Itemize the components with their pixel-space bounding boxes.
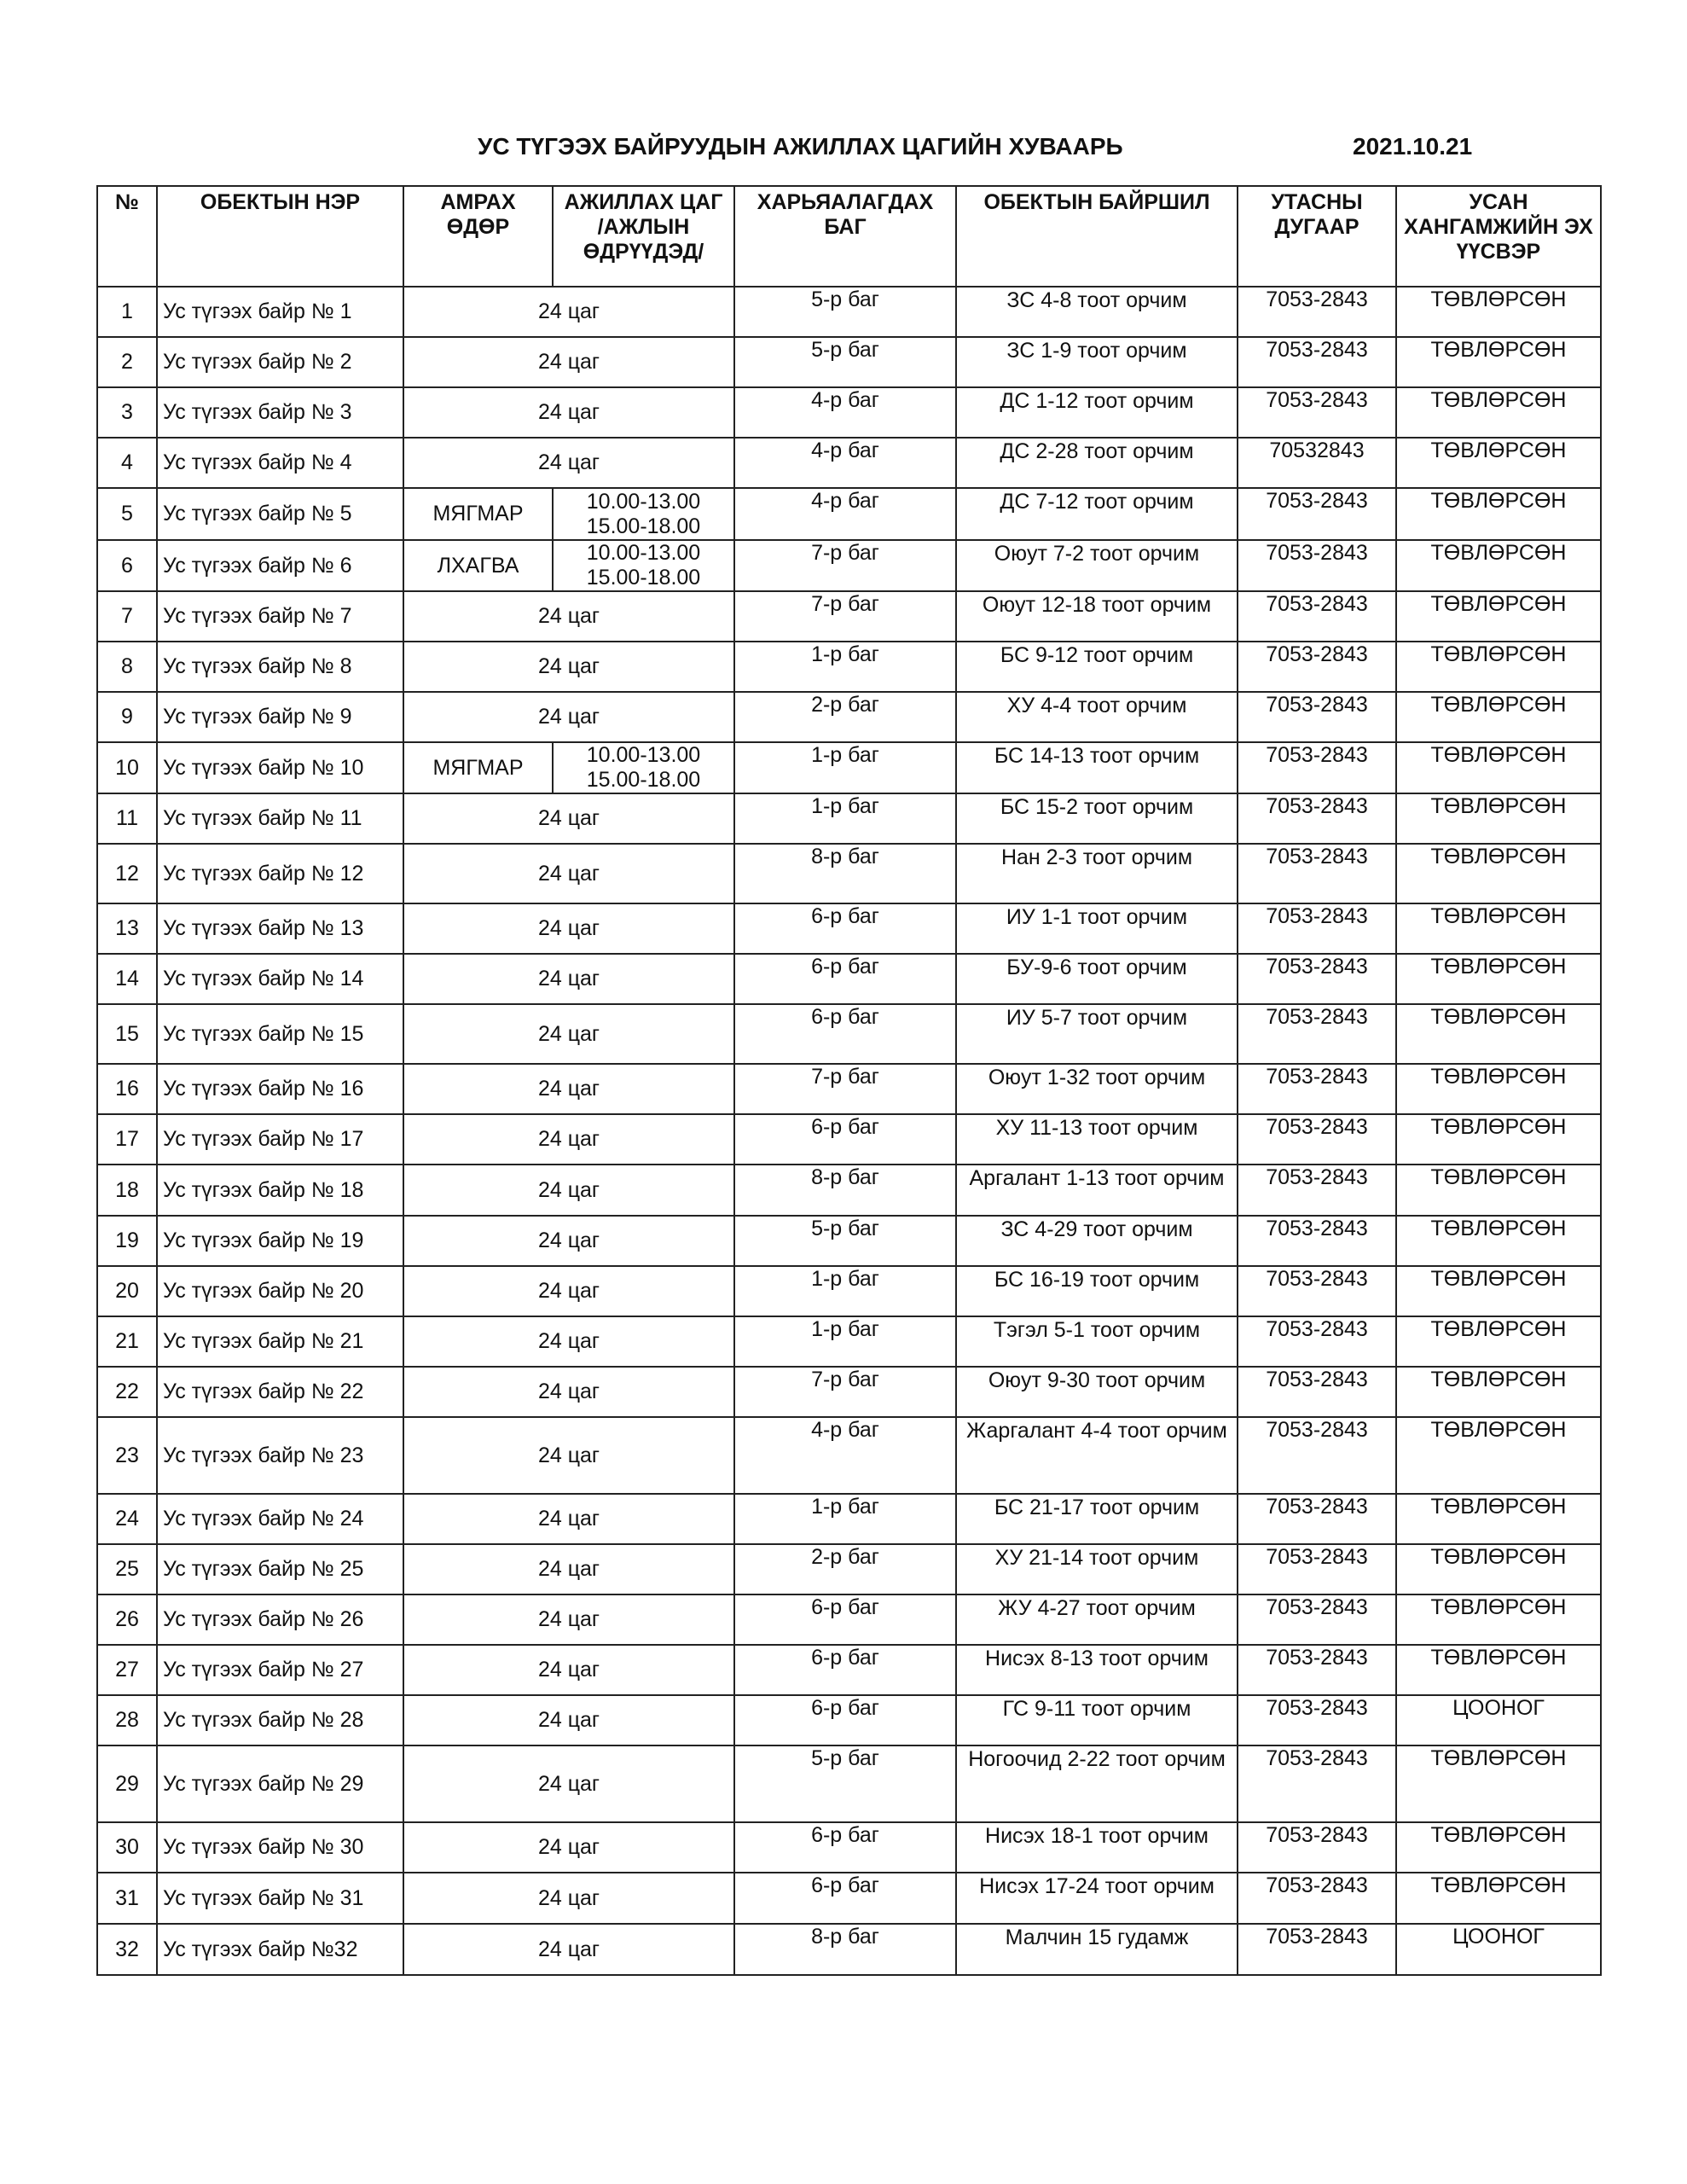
object-name: Ус түгээх байр № 21: [157, 1316, 403, 1367]
water-source: ЦООНОГ: [1396, 1924, 1601, 1975]
phone-number: 7053-2843: [1238, 1064, 1396, 1114]
bag: 4-р баг: [734, 488, 956, 540]
table-row: [97, 1594, 1601, 1645]
row-number: 20: [97, 1266, 157, 1316]
object-name: Ус түгээх байр № 2: [157, 337, 403, 387]
location: Оюут 12-18 тоот орчим: [956, 591, 1238, 642]
object-name: Ус түгээх байр № 14: [157, 954, 403, 1004]
bag: 1-р баг: [734, 742, 956, 793]
bag: 7-р баг: [734, 540, 956, 591]
location: БС 14-13 тоот орчим: [956, 742, 1238, 793]
work-hours: 24 цаг: [403, 692, 734, 742]
phone-number: 7053-2843: [1238, 692, 1396, 742]
header-source: УСАН ХАНГАМЖИЙН ЭХ ҮҮСВЭР: [1396, 186, 1601, 287]
location: Оюут 9-30 тоот орчим: [956, 1367, 1238, 1417]
phone-number: 7053-2843: [1238, 742, 1396, 793]
table-row: [97, 387, 1601, 438]
water-source: ТӨВЛӨРСӨН: [1396, 903, 1601, 954]
table-row: [97, 1924, 1601, 1975]
phone-number: 7053-2843: [1238, 1004, 1396, 1064]
row-number: 15: [97, 1004, 157, 1064]
work-hours: 24 цаг: [403, 1873, 734, 1924]
water-source: ТӨВЛӨРСӨН: [1396, 1064, 1601, 1114]
phone-number: 7053-2843: [1238, 1594, 1396, 1645]
location: Нисэх 18-1 тоот орчим: [956, 1822, 1238, 1873]
row-number: 9: [97, 692, 157, 742]
bag: 5-р баг: [734, 287, 956, 337]
row-number: 19: [97, 1216, 157, 1266]
water-source: ТӨВЛӨРСӨН: [1396, 1114, 1601, 1165]
row-number: 5: [97, 488, 157, 540]
bag: 4-р баг: [734, 1417, 956, 1494]
table-row: [97, 692, 1601, 742]
phone-number: 7053-2843: [1238, 1216, 1396, 1266]
phone-number: 7053-2843: [1238, 844, 1396, 903]
location: ХУ 11-13 тоот орчим: [956, 1114, 1238, 1165]
work-hours: 24 цаг: [403, 1594, 734, 1645]
row-number: 31: [97, 1873, 157, 1924]
object-name: Ус түгээх байр № 30: [157, 1822, 403, 1873]
object-name: Ус түгээх байр № 9: [157, 692, 403, 742]
water-source: ТӨВЛӨРСӨН: [1396, 591, 1601, 642]
bag: 5-р баг: [734, 337, 956, 387]
water-source: ТӨВЛӨРСӨН: [1396, 1165, 1601, 1216]
object-name: Ус түгээх байр № 15: [157, 1004, 403, 1064]
bag: 6-р баг: [734, 954, 956, 1004]
location: ЗС 1-9 тоот орчим: [956, 337, 1238, 387]
table-row: [97, 488, 1601, 540]
location: Нисэх 17-24 тоот орчим: [956, 1873, 1238, 1924]
object-name: Ус түгээх байр № 24: [157, 1494, 403, 1544]
object-name: Ус түгээх байр №32: [157, 1924, 403, 1975]
location: Нисэх 8-13 тоот орчим: [956, 1645, 1238, 1695]
water-source: ТӨВЛӨРСӨН: [1396, 844, 1601, 903]
phone-number: 7053-2843: [1238, 954, 1396, 1004]
table-row: [97, 1695, 1601, 1745]
location: ГС 9-11 тоот орчим: [956, 1695, 1238, 1745]
table-row: [97, 742, 1601, 793]
row-number: 2: [97, 337, 157, 387]
object-name: Ус түгээх байр № 4: [157, 438, 403, 488]
work-hours: 24 цаг: [403, 1266, 734, 1316]
water-source: ТӨВЛӨРСӨН: [1396, 488, 1601, 540]
location: Аргалант 1-13 тоот орчим: [956, 1165, 1238, 1216]
bag: 1-р баг: [734, 642, 956, 692]
row-number: 14: [97, 954, 157, 1004]
water-source: ТӨВЛӨРСӨН: [1396, 1367, 1601, 1417]
object-name: Ус түгээх байр № 17: [157, 1114, 403, 1165]
table-header-row: [97, 186, 1601, 287]
work-hours: 24 цаг: [403, 1417, 734, 1494]
table-row: [97, 1645, 1601, 1695]
row-number: 22: [97, 1367, 157, 1417]
table-row: [97, 954, 1601, 1004]
phone-number: 7053-2843: [1238, 387, 1396, 438]
table-row: [97, 591, 1601, 642]
row-number: 17: [97, 1114, 157, 1165]
table-row: [97, 1544, 1601, 1594]
bag: 1-р баг: [734, 793, 956, 844]
table-row: [97, 1417, 1601, 1494]
water-source: ТӨВЛӨРСӨН: [1396, 337, 1601, 387]
row-number: 13: [97, 903, 157, 954]
work-hours: 24 цаг: [403, 1822, 734, 1873]
bag: 1-р баг: [734, 1266, 956, 1316]
table-row: [97, 1494, 1601, 1544]
object-name: Ус түгээх байр № 28: [157, 1695, 403, 1745]
work-hours: 24 цаг: [403, 1645, 734, 1695]
location: ДС 2-28 тоот орчим: [956, 438, 1238, 488]
water-source: ТӨВЛӨРСӨН: [1396, 1316, 1601, 1367]
row-number: 7: [97, 591, 157, 642]
schedule-table: [96, 185, 1602, 1976]
table-row: [97, 287, 1601, 337]
location: ХУ 4-4 тоот орчим: [956, 692, 1238, 742]
water-source: ТӨВЛӨРСӨН: [1396, 1745, 1601, 1822]
table-row: [97, 1004, 1601, 1064]
work-time: [553, 540, 734, 591]
table-row: [97, 1266, 1601, 1316]
work-hours: 24 цаг: [403, 1367, 734, 1417]
location: ДС 7-12 тоот орчим: [956, 488, 1238, 540]
location: БС 15-2 тоот орчим: [956, 793, 1238, 844]
location: Малчин 15 гудамж: [956, 1924, 1238, 1975]
work-hours: 24 цаг: [403, 844, 734, 903]
phone-number: 7053-2843: [1238, 1165, 1396, 1216]
bag: 6-р баг: [734, 1873, 956, 1924]
location: ХУ 21-14 тоот орчим: [956, 1544, 1238, 1594]
work-hours: 24 цаг: [403, 1114, 734, 1165]
work-time-afternoon: 15.00-18.00: [586, 566, 701, 590]
bag: 6-р баг: [734, 1004, 956, 1064]
table-row: [97, 793, 1601, 844]
work-time-morning: 10.00-13.00: [586, 489, 701, 514]
table-row: [97, 642, 1601, 692]
table-row: [97, 1873, 1601, 1924]
water-source: ТӨВЛӨРСӨН: [1396, 1216, 1601, 1266]
water-source: ТӨВЛӨРСӨН: [1396, 1594, 1601, 1645]
work-hours: 24 цаг: [403, 1316, 734, 1367]
work-hours: 24 цаг: [403, 793, 734, 844]
object-name: Ус түгээх байр № 26: [157, 1594, 403, 1645]
bag: 6-р баг: [734, 1594, 956, 1645]
location: ЗС 4-29 тоот орчим: [956, 1216, 1238, 1266]
row-number: 8: [97, 642, 157, 692]
bag: 4-р баг: [734, 387, 956, 438]
object-name: Ус түгээх байр № 16: [157, 1064, 403, 1114]
location: ЗС 4-8 тоот орчим: [956, 287, 1238, 337]
work-hours: 24 цаг: [403, 337, 734, 387]
document-date: 2021.10.21: [1353, 133, 1473, 160]
bag: 6-р баг: [734, 1114, 956, 1165]
row-number: 23: [97, 1417, 157, 1494]
table-row: [97, 540, 1601, 591]
bag: 7-р баг: [734, 1367, 956, 1417]
object-name: Ус түгээх байр № 19: [157, 1216, 403, 1266]
phone-number: 7053-2843: [1238, 1417, 1396, 1494]
table-row: [97, 1367, 1601, 1417]
water-source: ТӨВЛӨРСӨН: [1396, 287, 1601, 337]
water-source: ТӨВЛӨРСӨН: [1396, 438, 1601, 488]
work-hours: 24 цаг: [403, 1165, 734, 1216]
table-row: [97, 844, 1601, 903]
table-body: [97, 287, 1601, 1975]
object-name: Ус түгээх байр № 18: [157, 1165, 403, 1216]
location: Оюут 7-2 тоот орчим: [956, 540, 1238, 591]
row-number: 12: [97, 844, 157, 903]
phone-number: 7053-2843: [1238, 540, 1396, 591]
work-hours: 24 цаг: [403, 1924, 734, 1975]
row-number: 26: [97, 1594, 157, 1645]
location: БУ-9-6 тоот орчим: [956, 954, 1238, 1004]
work-time-morning: 10.00-13.00: [586, 743, 701, 767]
table-row: [97, 1316, 1601, 1367]
water-source: ТӨВЛӨРСӨН: [1396, 387, 1601, 438]
work-time-morning: 10.00-13.00: [586, 541, 701, 565]
work-time: [553, 742, 734, 793]
rest-day: МЯГМАР: [403, 742, 553, 793]
phone-number: 7053-2843: [1238, 1645, 1396, 1695]
work-time-afternoon: 15.00-18.00: [586, 514, 701, 538]
bag: 6-р баг: [734, 903, 956, 954]
row-number: 3: [97, 387, 157, 438]
object-name: Ус түгээх байр № 7: [157, 591, 403, 642]
work-hours: 24 цаг: [403, 1064, 734, 1114]
location: Нан 2-3 тоот орчим: [956, 844, 1238, 903]
phone-number: 7053-2843: [1238, 1494, 1396, 1544]
location: БС 16-19 тоот орчим: [956, 1266, 1238, 1316]
table-row: [97, 1822, 1601, 1873]
row-number: 6: [97, 540, 157, 591]
work-hours: 24 цаг: [403, 954, 734, 1004]
phone-number: 7053-2843: [1238, 1695, 1396, 1745]
phone-number: 7053-2843: [1238, 1822, 1396, 1873]
water-source: ТӨВЛӨРСӨН: [1396, 1645, 1601, 1695]
water-source: ТӨВЛӨРСӨН: [1396, 954, 1601, 1004]
phone-number: 7053-2843: [1238, 287, 1396, 337]
header-name: ОБЕКТЫН НЭР: [157, 186, 403, 287]
phone-number: 7053-2843: [1238, 591, 1396, 642]
bag: 6-р баг: [734, 1645, 956, 1695]
bag: 7-р баг: [734, 1064, 956, 1114]
phone-number: 7053-2843: [1238, 337, 1396, 387]
bag: 2-р баг: [734, 692, 956, 742]
table-row: [97, 1216, 1601, 1266]
row-number: 1: [97, 287, 157, 337]
table-row: [97, 1114, 1601, 1165]
table-row: [97, 1064, 1601, 1114]
object-name: Ус түгээх байр № 12: [157, 844, 403, 903]
location: БС 21-17 тоот орчим: [956, 1494, 1238, 1544]
bag: 8-р баг: [734, 844, 956, 903]
location: ИУ 5-7 тоот орчим: [956, 1004, 1238, 1064]
water-source: ТӨВЛӨРСӨН: [1396, 793, 1601, 844]
water-source: ТӨВЛӨРСӨН: [1396, 540, 1601, 591]
bag: 8-р баг: [734, 1165, 956, 1216]
header-location: ОБЕКТЫН БАЙРШИЛ: [956, 186, 1238, 287]
row-number: 28: [97, 1695, 157, 1745]
object-name: Ус түгээх байр № 27: [157, 1645, 403, 1695]
header-phone: УТАСНЫ ДУГААР: [1238, 186, 1396, 287]
bag: 5-р баг: [734, 1216, 956, 1266]
work-hours: 24 цаг: [403, 438, 734, 488]
phone-number: 7053-2843: [1238, 1873, 1396, 1924]
water-source: ТӨВЛӨРСӨН: [1396, 1494, 1601, 1544]
work-hours: 24 цаг: [403, 903, 734, 954]
water-source: ТӨВЛӨРСӨН: [1396, 1873, 1601, 1924]
table-row: [97, 903, 1601, 954]
location: Ногоочид 2-22 тоот орчим: [956, 1745, 1238, 1822]
object-name: Ус түгээх байр № 22: [157, 1367, 403, 1417]
object-name: Ус түгээх байр № 3: [157, 387, 403, 438]
bag: 4-р баг: [734, 438, 956, 488]
object-name: Ус түгээх байр № 1: [157, 287, 403, 337]
water-source: ТӨВЛӨРСӨН: [1396, 692, 1601, 742]
row-number: 27: [97, 1645, 157, 1695]
row-number: 4: [97, 438, 157, 488]
work-hours: 24 цаг: [403, 1494, 734, 1544]
water-source: ТӨВЛӨРСӨН: [1396, 1544, 1601, 1594]
work-hours: 24 цаг: [403, 1745, 734, 1822]
work-hours: 24 цаг: [403, 1695, 734, 1745]
document-title: УС ТҮГЭЭХ БАЙРУУДЫН АЖИЛЛАХ ЦАГИЙН ХУВААРЬ: [478, 133, 1123, 160]
work-hours: 24 цаг: [403, 591, 734, 642]
location: ЖУ 4-27 тоот орчим: [956, 1594, 1238, 1645]
row-number: 25: [97, 1544, 157, 1594]
row-number: 16: [97, 1064, 157, 1114]
object-name: Ус түгээх байр № 5: [157, 488, 403, 540]
phone-number: 7053-2843: [1238, 903, 1396, 954]
phone-number: 7053-2843: [1238, 1266, 1396, 1316]
work-hours: 24 цаг: [403, 642, 734, 692]
table-row: [97, 1165, 1601, 1216]
row-number: 11: [97, 793, 157, 844]
object-name: Ус түгээх байр № 25: [157, 1544, 403, 1594]
bag: 2-р баг: [734, 1544, 956, 1594]
location: ИУ 1-1 тоот орчим: [956, 903, 1238, 954]
location: Оюут 1-32 тоот орчим: [956, 1064, 1238, 1114]
bag: 8-р баг: [734, 1924, 956, 1975]
location: ДС 1-12 тоот орчим: [956, 387, 1238, 438]
row-number: 21: [97, 1316, 157, 1367]
row-number: 30: [97, 1822, 157, 1873]
bag: 6-р баг: [734, 1695, 956, 1745]
bag: 7-р баг: [734, 591, 956, 642]
water-source: ТӨВЛӨРСӨН: [1396, 1266, 1601, 1316]
phone-number: 70532843: [1238, 438, 1396, 488]
object-name: Ус түгээх байр № 11: [157, 793, 403, 844]
water-source: ТӨВЛӨРСӨН: [1396, 1822, 1601, 1873]
object-name: Ус түгээх байр № 20: [157, 1266, 403, 1316]
phone-number: 7053-2843: [1238, 1924, 1396, 1975]
phone-number: 7053-2843: [1238, 642, 1396, 692]
work-hours: 24 цаг: [403, 287, 734, 337]
phone-number: 7053-2843: [1238, 1316, 1396, 1367]
object-name: Ус түгээх байр № 29: [157, 1745, 403, 1822]
work-hours: 24 цаг: [403, 1216, 734, 1266]
work-hours: 24 цаг: [403, 1004, 734, 1064]
header-work-time: АЖИЛЛАХ ЦАГ /АЖЛЫН ӨДРҮҮДЭД/: [553, 186, 734, 287]
bag: 5-р баг: [734, 1745, 956, 1822]
table-row: [97, 337, 1601, 387]
phone-number: 7053-2843: [1238, 1114, 1396, 1165]
water-source: ЦООНОГ: [1396, 1695, 1601, 1745]
header-rest-day: АМРАХ ӨДӨР: [403, 186, 553, 287]
table-row: [97, 1745, 1601, 1822]
header-no: №: [97, 186, 157, 287]
object-name: Ус түгээх байр № 6: [157, 540, 403, 591]
phone-number: 7053-2843: [1238, 1745, 1396, 1822]
row-number: 24: [97, 1494, 157, 1544]
bag: 6-р баг: [734, 1822, 956, 1873]
location: Жаргалант 4-4 тоот орчим: [956, 1417, 1238, 1494]
location: Тэгэл 5-1 тоот орчим: [956, 1316, 1238, 1367]
object-name: Ус түгээх байр № 10: [157, 742, 403, 793]
row-number: 10: [97, 742, 157, 793]
work-time-afternoon: 15.00-18.00: [586, 768, 701, 792]
work-hours: 24 цаг: [403, 387, 734, 438]
rest-day: ЛХАГВА: [403, 540, 553, 591]
row-number: 18: [97, 1165, 157, 1216]
header-bag: ХАРЬЯАЛАГДАХ БАГ: [734, 186, 956, 287]
water-source: ТӨВЛӨРСӨН: [1396, 742, 1601, 793]
row-number: 32: [97, 1924, 157, 1975]
location: БС 9-12 тоот орчим: [956, 642, 1238, 692]
phone-number: 7053-2843: [1238, 1367, 1396, 1417]
object-name: Ус түгээх байр № 8: [157, 642, 403, 692]
water-source: ТӨВЛӨРСӨН: [1396, 1004, 1601, 1064]
work-time: [553, 488, 734, 540]
table-row: [97, 438, 1601, 488]
row-number: 29: [97, 1745, 157, 1822]
object-name: Ус түгээх байр № 23: [157, 1417, 403, 1494]
phone-number: 7053-2843: [1238, 793, 1396, 844]
rest-day: МЯГМАР: [403, 488, 553, 540]
phone-number: 7053-2843: [1238, 1544, 1396, 1594]
object-name: Ус түгээх байр № 13: [157, 903, 403, 954]
water-source: ТӨВЛӨРСӨН: [1396, 642, 1601, 692]
phone-number: 7053-2843: [1238, 488, 1396, 540]
work-hours: 24 цаг: [403, 1544, 734, 1594]
bag: 1-р баг: [734, 1494, 956, 1544]
object-name: Ус түгээх байр № 31: [157, 1873, 403, 1924]
bag: 1-р баг: [734, 1316, 956, 1367]
water-source: ТӨВЛӨРСӨН: [1396, 1417, 1601, 1494]
